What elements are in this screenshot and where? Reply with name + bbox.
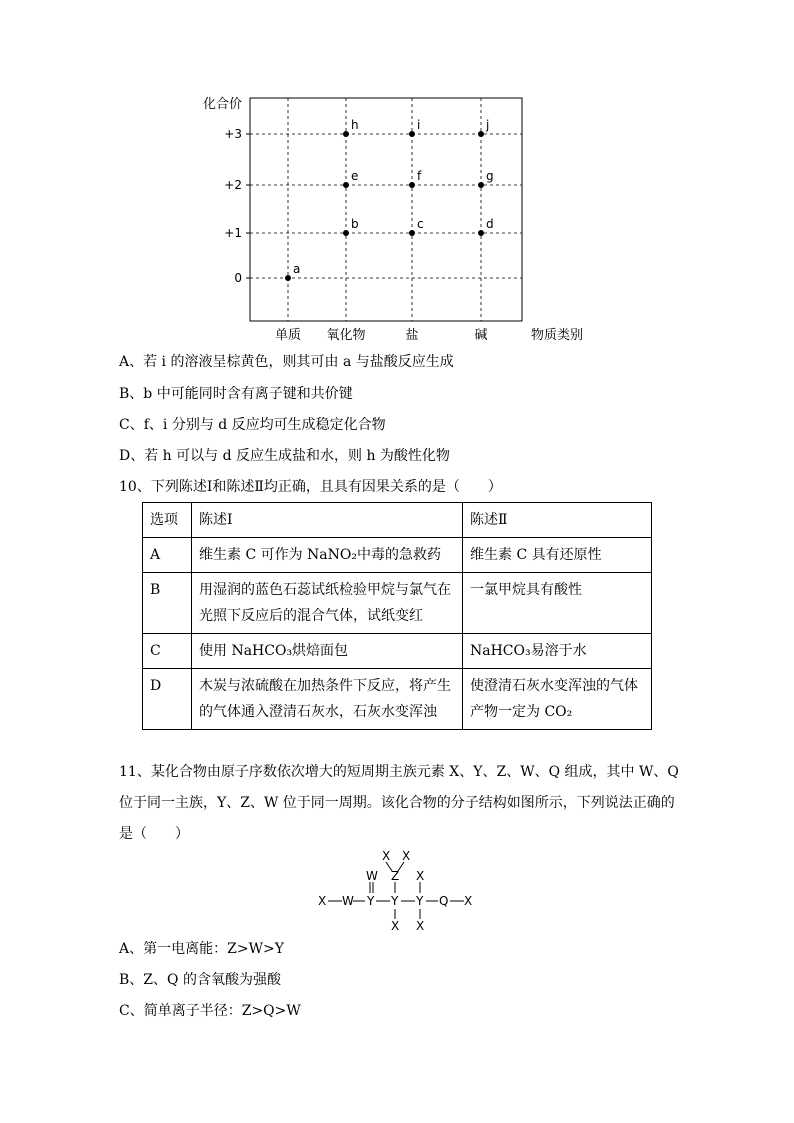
header-option: 选项	[143, 503, 192, 538]
atom-z: Z	[391, 869, 400, 883]
x-tick-label: 碱	[474, 328, 488, 343]
atom-y: Y	[391, 894, 399, 908]
atom-q: Q	[439, 894, 449, 908]
q11-stem-line-1: 11、某化合物由原子序数依次增大的短周期主族元素 X、Y、Z、W、Q 组成，其中 W、Q	[119, 764, 679, 780]
data-points	[285, 118, 494, 281]
q9-option-b: B、b 中可能同时含有离子键和共价键	[119, 386, 353, 402]
x-axis-label: 物质类别	[531, 328, 584, 343]
atom-x: X	[391, 919, 400, 933]
data-point	[478, 230, 484, 236]
data-point-label: a	[293, 262, 301, 276]
data-point	[285, 275, 291, 281]
x-tick-label: 盐	[405, 328, 419, 343]
atom-x: X	[464, 894, 473, 908]
data-point	[478, 131, 484, 137]
q11-stem-line-2: 位于同一主族，Y、Z、W 位于同一周期。该化合物的分子结构如图所示，下列说法正确的	[119, 795, 675, 811]
data-point-label: f	[417, 169, 422, 183]
row-statement-1: 使用 NaHCO₃烘焙面包	[192, 634, 463, 669]
row-statement-2: 维生素 C 具有还原性	[463, 538, 652, 573]
valence-category-chart	[195, 88, 615, 353]
row-statement-1: 用湿润的蓝色石蕊试纸检验甲烷与氯气在光照下反应后的混合气体，试纸变红	[192, 573, 463, 634]
q10-table	[142, 502, 652, 730]
y-tick-labels	[224, 127, 250, 285]
y-tick-label: +3	[224, 127, 242, 141]
q9-option-d: D、若 h 可以与 d 反应生成盐和水，则 h 为酸性化物	[119, 448, 450, 464]
data-point-label: e	[351, 169, 359, 183]
y-tick-label: +1	[224, 226, 242, 240]
data-point-label: b	[351, 217, 359, 231]
row-option: D	[143, 669, 192, 730]
q9-option-a: A、若 i 的溶液呈棕黄色，则其可由 a 与盐酸反应生成	[119, 354, 454, 370]
data-point-label: g	[486, 169, 494, 183]
row-statement-1: 木炭与浓硫酸在加热条件下反应，将产生的气体通入澄清石灰水，石灰水变浑浊	[192, 669, 463, 730]
atom-x: X	[402, 849, 411, 863]
row-statement-2: 使澄清石灰水变浑浊的气体产物一定为 CO₂	[463, 669, 652, 730]
header-statement-2: 陈述Ⅱ	[463, 503, 652, 538]
q11-option-a: A、第一电离能：Z>W>Y	[119, 941, 284, 957]
atom-y: Y	[367, 894, 375, 908]
q9-option-c: C、f、i 分别与 d 反应均可生成稳定化合物	[119, 417, 386, 433]
data-point	[409, 182, 415, 188]
data-point	[343, 131, 349, 137]
data-point	[478, 182, 484, 188]
table-row	[143, 538, 652, 573]
row-statement-2: 一氯甲烷具有酸性	[463, 573, 652, 634]
data-point	[409, 131, 415, 137]
atom-y: Y	[416, 894, 424, 908]
header-statement-1: 陈述Ⅰ	[192, 503, 463, 538]
q11-option-b: B、Z、Q 的含氧酸为强酸	[119, 972, 281, 988]
row-statement-2: NaHCO₃易溶于水	[463, 634, 652, 669]
data-point-label: j	[486, 118, 490, 132]
x-tick-labels	[275, 327, 488, 343]
q11-stem-line-3: 是（ ）	[119, 826, 189, 842]
data-point-label: h	[351, 118, 359, 132]
data-point	[343, 182, 349, 188]
data-point-label: c	[417, 217, 424, 231]
y-tick-label: 0	[234, 271, 242, 285]
data-point-label: i	[417, 118, 421, 132]
x-tick-label: 单质	[274, 328, 302, 343]
data-point-label: d	[486, 217, 494, 231]
molecule-structure	[310, 846, 490, 936]
atom-x: X	[382, 849, 391, 863]
y-tick-label: +2	[224, 178, 242, 192]
table-row	[143, 573, 652, 634]
row-option: B	[143, 573, 192, 634]
y-axis-label: 化合价	[203, 97, 243, 112]
row-option: C	[143, 634, 192, 669]
atom-w: W	[342, 894, 354, 908]
atom-x: X	[318, 894, 327, 908]
atom-x: X	[416, 869, 425, 883]
atom-w: W	[366, 869, 378, 883]
row-option: A	[143, 538, 192, 573]
table-row	[143, 634, 652, 669]
row-statement-1: 维生素 C 可作为 NaNO₂中毒的急救药	[192, 538, 463, 573]
atom-x: X	[416, 919, 425, 933]
table-row	[143, 669, 652, 730]
table-header-row	[143, 503, 652, 538]
q11-option-c: C、简单离子半径：Z>Q>W	[119, 1003, 301, 1019]
x-tick-label: 氧化物	[326, 328, 366, 343]
data-point	[343, 230, 349, 236]
data-point	[409, 230, 415, 236]
q10-stem: 10、下列陈述Ⅰ和陈述Ⅱ均正确，且具有因果关系的是（ ）	[119, 479, 502, 495]
